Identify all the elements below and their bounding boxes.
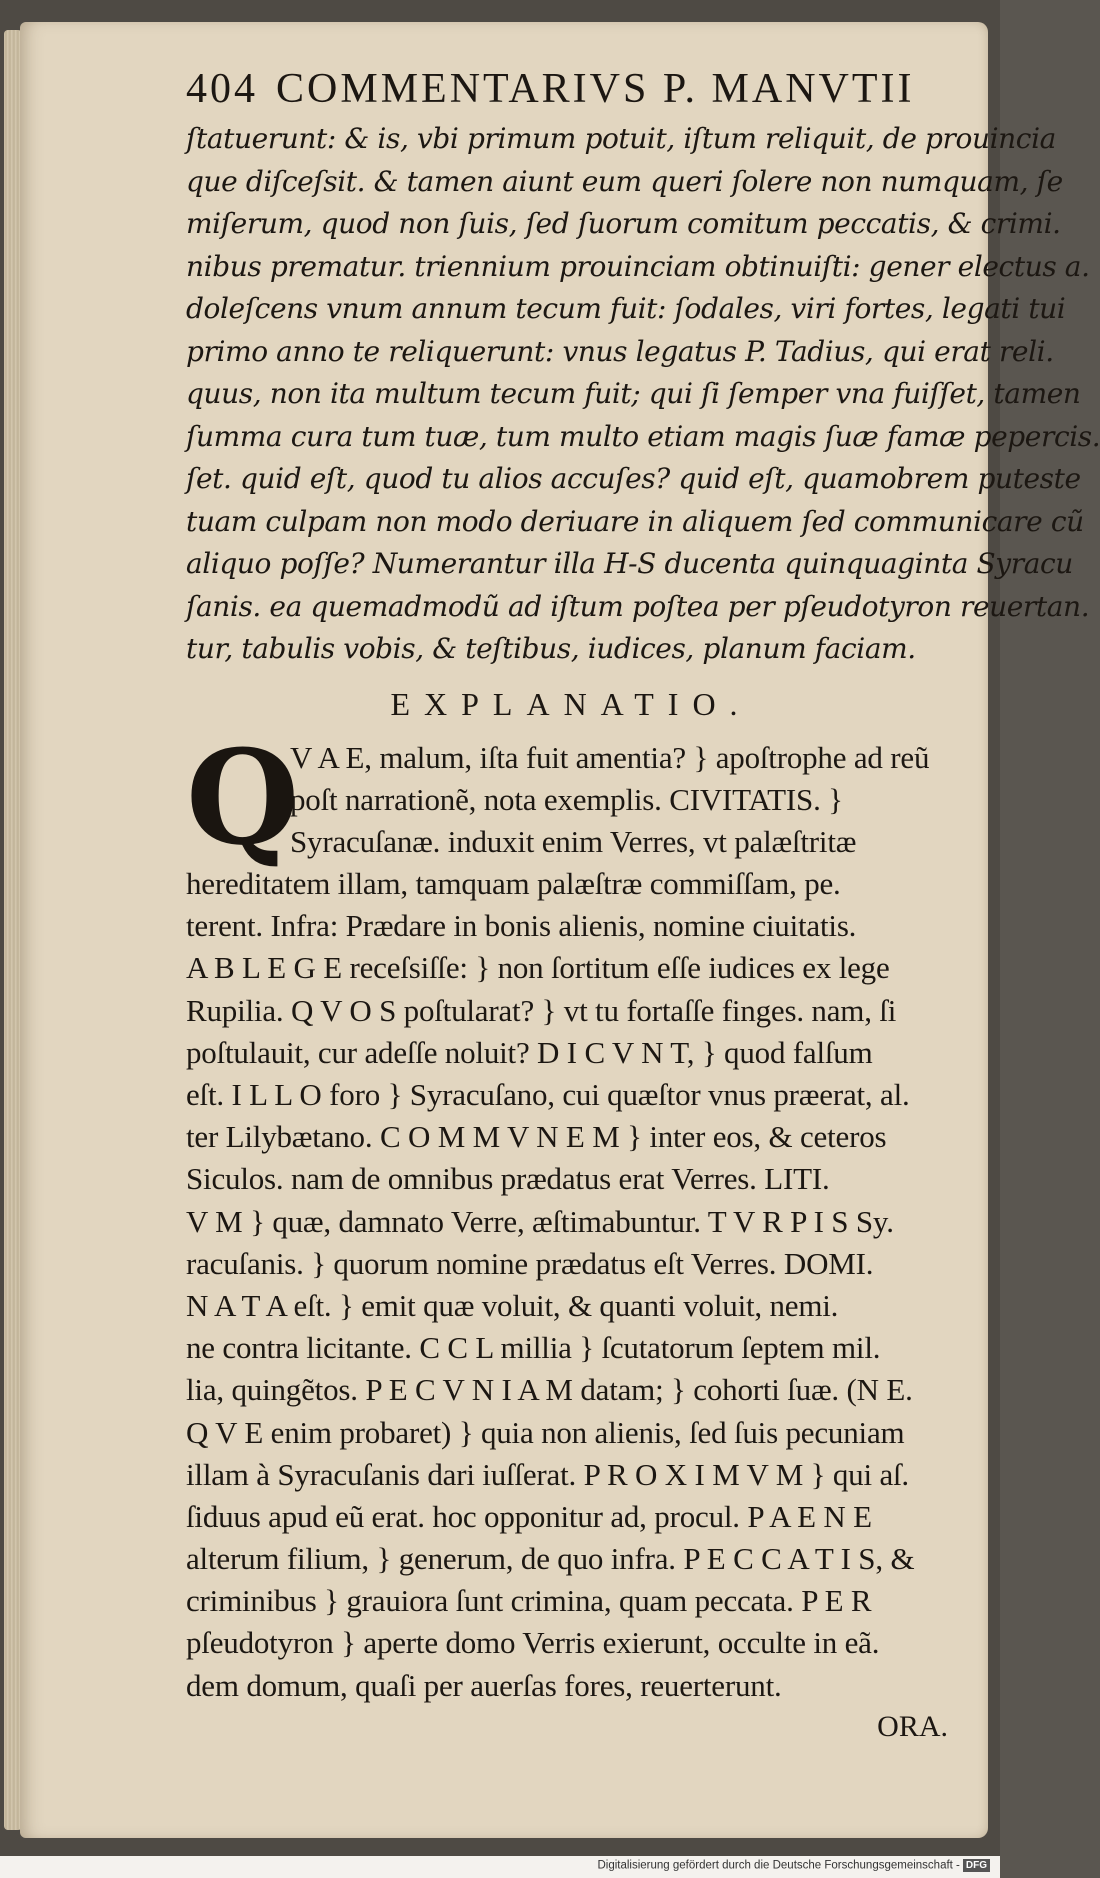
text-line: hereditatem illam, tamquam palæſtræ commiſſam, pe. <box>186 866 841 902</box>
text-line: V A E, malum, iſta fuit amentia? } apoſtrophe ad reũ <box>290 739 930 775</box>
text-line: lia, quingẽtos. P E C V N I A M datam; } cohorti ſuæ. (N E. <box>186 1372 913 1408</box>
text-line: ſet. quid eſt, quod tu alios accuſes? quid eſt, quamobrem puteste <box>186 462 1081 495</box>
text-line: ter Lilybætano. C O M M V N E M } inter eos, & ceteros <box>186 1119 887 1155</box>
text-line: ſanis. ea quemadmodũ ad iſtum poſtea per pſeudotyron reuertan. <box>186 589 1090 623</box>
footer-credit-text: Digitalisierung gefördert durch die Deutsche Forschungsgemeinschaft - <box>597 1859 960 1872</box>
text-line: racuſanis. } quorum nomine prædatus eſt Verres. DOMI. <box>186 1245 874 1281</box>
catchword: ORA. <box>877 1709 948 1743</box>
text-line: tur, tabulis vobis, & teſtibus, iudices, planum faciam. <box>186 632 916 665</box>
explanatio-block <box>186 720 976 1707</box>
text-line: miſerum, quod non ſuis, ſed ſuorum comitum peccatis, & crimi. <box>186 207 1061 240</box>
text-line: illam à Syracuſanis dari iuſſerat. P R O X I M V M } qui aſ. <box>186 1456 909 1492</box>
text-line: terent. Infra: Prædare in bonis alienis, nomine ciuitatis. <box>186 908 857 944</box>
drop-cap: Q <box>186 720 300 874</box>
text-line: criminibus } grauiora ſunt crimina, quam peccata. P E R <box>186 1583 872 1619</box>
text-block <box>186 60 1100 1747</box>
text-line: V M } quæ, damnato Verre, æſtimabuntur. T V R P I S Sy. <box>186 1203 894 1239</box>
text-line: aliquo poſſe? Numerantur illa H-S ducenta quinquaginta Syracu <box>186 547 1073 580</box>
text-line: Q V E enim probaret) } quia non alienis, ſed ſuis pecuniam <box>186 1414 905 1450</box>
dfg-logo: DFG <box>963 1859 990 1872</box>
text-line: que diſceſsit. & tamen aiunt eum queri ſolere non numquam, ſe <box>186 164 1063 198</box>
text-line: ſtatuerunt: & is, vbi primum potuit, iſtum reliquit, de prouincia <box>186 122 1056 155</box>
section-title: EXPLANATIO. <box>390 685 752 722</box>
running-title: COMMENTARIVS P. MANVTII <box>276 66 915 112</box>
text-line: doleſcens vnum annum tecum fuit: ſodales, viri fortes, legati tui <box>186 292 1066 325</box>
text-line: Rupilia. Q V O S poſtularat? } vt tu fortaſſe finges. nam, ſi <box>186 992 897 1028</box>
text-line: tuam culpam non modo deriuare in aliquem ſed communicare cũ <box>186 504 1084 538</box>
text-line: nibus prematur. triennium prouinciam obtinuiſti: gener electus a. <box>186 249 1090 283</box>
text-line: ſumma cura tum tuæ, tum multo etiam magis ſuæ famæ pepercis. <box>186 419 1100 453</box>
text-line: eſt. I L L O foro } Syracuſano, cui quæſtor vnus præerat, al. <box>186 1077 910 1112</box>
page-number: 404 <box>186 66 258 112</box>
text-line: ſiduus apud eũ erat. hoc opponitur ad, procul. P A E N E <box>186 1498 872 1534</box>
running-header <box>186 60 976 118</box>
text-line: Siculos. nam de omnibus prædatus erat Verres. LITI. <box>186 1161 830 1197</box>
text-line: Syracuſanæ. induxit enim Verres, vt palæſtritæ <box>290 823 857 859</box>
text-line: primo anno te reliquerunt: vnus legatus P. Tadius, qui erat reli. <box>186 334 1054 368</box>
text-line: alterum filium, } generum, de quo infra. P E C C A T I S, & <box>186 1541 915 1577</box>
text-line: N A T A eſt. } emit quæ voluit, & quanti voluit, nemi. <box>186 1287 839 1323</box>
text-line: poſt narrationẽ, nota exemplis. CIVITATIS. } <box>290 781 843 817</box>
text-line: poſtulauit, cur adeſſe noluit? D I C V N T, } quod falſum <box>186 1034 873 1070</box>
text-line: pſeudotyron } aperte domo Verris exierunt, occulte in eã. <box>186 1625 880 1661</box>
footer-credit <box>597 1859 990 1872</box>
italic-text-block <box>186 118 1100 671</box>
text-line: quus, non ita multum tecum fuit; qui ſi ſemper vna fuiſſet, tamen <box>186 377 1081 410</box>
text-line: A B L E G E receſsiſſe: } non ſortitum eſſe iudices ex lege <box>186 950 890 986</box>
text-line: dem domum, quaſi per auerſas fores, reuerterunt. <box>186 1667 782 1703</box>
text-line: ne contra licitante. C C L millia } ſcutatorum ſeptem mil. <box>186 1330 881 1366</box>
